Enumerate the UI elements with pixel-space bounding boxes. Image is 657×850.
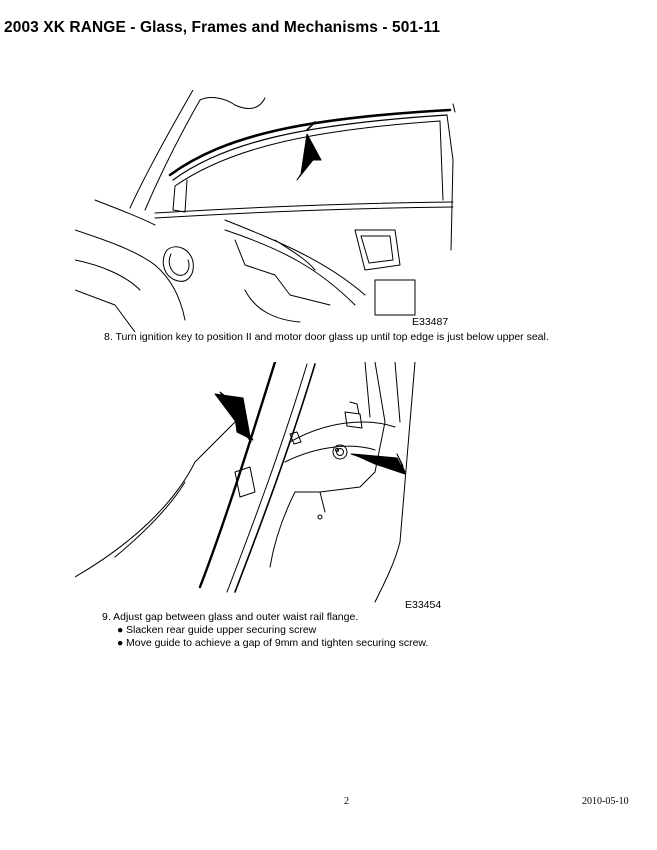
figure-code: E33487 [412, 316, 449, 328]
list-item: ● Slacken rear guide upper securing screw [117, 624, 317, 636]
door-glass-illustration [75, 90, 465, 332]
footer-date: 2010-05-10 [582, 796, 629, 807]
step-9-bullets [117, 624, 428, 650]
bullet-marker: ● [117, 624, 124, 636]
step-8-text: 8. Turn ignition key to position II and motor door glass up until top edge is just below upper seal. [104, 331, 549, 343]
page-number: 2 [344, 796, 349, 807]
figure-code: E33454 [405, 599, 442, 611]
list-item: ● Move guide to achieve a gap of 9mm and tighten securing screw. [117, 637, 429, 649]
page-title: 2003 XK RANGE - Glass, Frames and Mechanisms - 501-11 [4, 19, 441, 36]
step-9-text: 9. Adjust gap between glass and outer waist rail flange. [102, 611, 359, 623]
waist-rail-guide-illustration [75, 362, 460, 612]
bullet-marker: ● [117, 637, 124, 649]
